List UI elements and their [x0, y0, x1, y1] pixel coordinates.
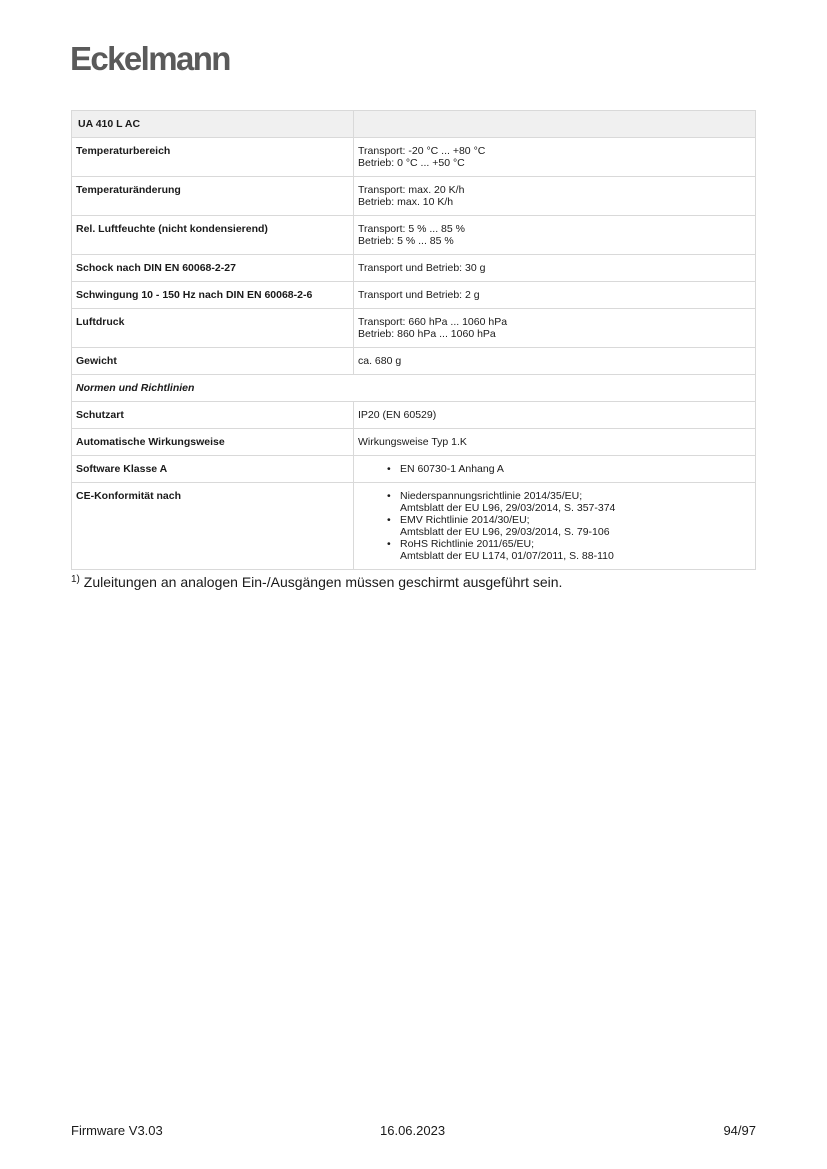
- row-label: CE-Konformität nach: [72, 483, 354, 570]
- section-title: Normen und Richtlinien: [72, 375, 756, 402]
- row-value: [354, 138, 756, 177]
- value-line: Betrieb: max. 10 K/h: [358, 196, 454, 208]
- table-row: [72, 216, 756, 255]
- row-value: IP20 (EN 60529): [354, 402, 756, 429]
- bullet-text: • Niederspannungsrichtlinie 2014/35/EU;: [400, 490, 583, 502]
- row-label: Temperaturänderung: [72, 177, 354, 216]
- row-value: [354, 483, 756, 570]
- value-line: Betrieb: 0 °C ... +50 °C: [358, 157, 465, 169]
- table-row: [72, 309, 756, 348]
- table-row: [72, 456, 756, 483]
- value-line: Transport: 5 % ... 85 %: [358, 223, 465, 235]
- table-row: [72, 138, 756, 177]
- row-label: Luftdruck: [72, 309, 354, 348]
- row-label: Schock nach DIN EN 60068-2-27: [72, 255, 354, 282]
- value-line: Transport: 660 hPa ... 1060 hPa: [358, 316, 508, 328]
- section-row: [72, 375, 756, 402]
- table-row: [72, 282, 756, 309]
- row-label: Software Klasse A: [72, 456, 354, 483]
- row-label: Schutzart: [72, 402, 354, 429]
- bullet-item: [358, 463, 751, 475]
- row-value: [354, 177, 756, 216]
- table-row: [72, 177, 756, 216]
- row-value: [354, 255, 756, 282]
- bullet-text: • RoHS Richtlinie 2011/65/EU;: [400, 538, 535, 550]
- bullet-list: [358, 463, 751, 475]
- bullet-text: Amtsblatt der EU L174, 01/07/2011, S. 88-110: [400, 550, 614, 562]
- bullet-item: [358, 538, 751, 562]
- value-line: Transport und Betrieb: 30 g: [358, 262, 486, 274]
- bullet-text: • EMV Richtlinie 2014/30/EU;: [400, 514, 530, 526]
- table-row: [72, 483, 756, 570]
- bullet-list: [358, 490, 751, 562]
- page-number: 94/97: [723, 1123, 756, 1138]
- row-value: ca. 680 g: [354, 348, 756, 375]
- table-row: [72, 255, 756, 282]
- bullet-text: Amtsblatt der EU L96, 29/03/2014, S. 79-106: [400, 526, 610, 538]
- row-label: Gewicht: [72, 348, 354, 375]
- table-row: [72, 348, 756, 375]
- footnote: [71, 574, 562, 590]
- row-label: Temperaturbereich: [72, 138, 354, 177]
- value-line: Transport: max. 20 K/h: [358, 184, 465, 196]
- product-name: UA 410 L AC: [72, 111, 354, 138]
- row-value: [354, 216, 756, 255]
- row-value: [354, 309, 756, 348]
- bullet-item: [358, 490, 751, 514]
- header-empty-cell: [354, 111, 756, 138]
- footnote-marker: 1): [71, 574, 80, 585]
- row-label: Rel. Luftfeuchte (nicht kondensierend): [72, 216, 354, 255]
- bullet-item: [358, 514, 751, 538]
- table-row: [72, 402, 756, 429]
- row-label: Automatische Wirkungsweise: [72, 429, 354, 456]
- row-value: [354, 456, 756, 483]
- row-label: Schwingung 10 - 150 Hz nach DIN EN 60068-2-6: [72, 282, 354, 309]
- table-row: [72, 429, 756, 456]
- bullet-text: • EN 60730-1 Anhang A: [400, 463, 504, 475]
- firmware-version: Firmware V3.03: [71, 1123, 163, 1138]
- eckelmann-logo: Eckelmann: [70, 40, 230, 77]
- document-date: 16.06.2023: [380, 1123, 446, 1138]
- value-line: Betrieb: 5 % ... 85 %: [358, 235, 454, 247]
- footnote-text: Zuleitungen an analogen Ein-/Ausgängen müssen geschirmt ausgeführt sein.: [83, 574, 563, 590]
- value-line: Transport: -20 °C ... +80 °C: [358, 145, 486, 157]
- row-value: [354, 282, 756, 309]
- specification-table: [71, 110, 756, 570]
- table-header-row: [72, 111, 756, 138]
- bullet-text: Amtsblatt der EU L96, 29/03/2014, S. 357-374: [400, 502, 616, 514]
- value-line: Transport und Betrieb: 2 g: [358, 289, 480, 301]
- value-line: Betrieb: 860 hPa ... 1060 hPa: [358, 328, 496, 340]
- row-value: Wirkungsweise Typ 1.K: [354, 429, 756, 456]
